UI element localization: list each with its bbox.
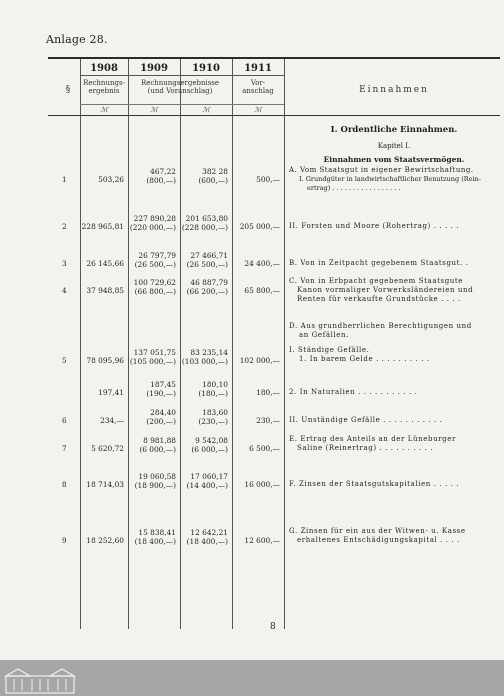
table-header-rule	[48, 115, 500, 116]
row-number: 8	[62, 480, 67, 489]
entry-description: E. Ertrag des Anteils an der Lüneburger	[289, 435, 456, 443]
value-1909: 100 729,62	[133, 278, 176, 287]
table-top-rule	[48, 57, 500, 59]
value-1909: 467,22	[150, 167, 176, 176]
value-1911: 230,—	[256, 416, 280, 425]
value-1908: 26 145,66	[86, 259, 124, 268]
value-1909-estimate: (190,—)	[146, 389, 176, 398]
value-1911: 6 500,—	[249, 444, 280, 453]
year-1910: 1910	[192, 63, 220, 74]
value-1908: 503,26	[98, 175, 124, 184]
value-1910-estimate: (228 000,—)	[181, 223, 228, 232]
entry-description: Saline (Reinertrag) . . . . . . . . . .	[297, 444, 434, 452]
value-1910-estimate: (230,—)	[198, 417, 228, 426]
value-1909-estimate: (18 900,—)	[134, 481, 176, 490]
value-1909-estimate: (220 000,—)	[129, 223, 176, 232]
value-1909-estimate: (200,—)	[146, 417, 176, 426]
entry-description: F. Zinsen der Staatsgutskapitalien . . . . .	[289, 480, 460, 488]
col1908-unit: ℳ	[100, 106, 108, 114]
value-1909: 15 838,41	[138, 528, 176, 537]
value-1910-estimate: (6 000,—)	[191, 445, 228, 454]
value-1910-estimate: (600,—)	[198, 176, 228, 185]
col1911-header-rule	[232, 75, 284, 76]
entry-description: I. Grundgüter in landwirtschaftlicher Benutzung (Rein-	[299, 175, 481, 183]
entry-description: Kanon vormaliger Vorwerksländereien und	[297, 286, 474, 294]
row-number: 6	[62, 416, 67, 425]
library-building-icon	[4, 666, 76, 694]
entry-description: erhaltenes Entschädigungskapital . . . .	[297, 536, 460, 544]
value-1911: 180,—	[256, 388, 280, 397]
value-1909: 284,40	[150, 408, 176, 417]
value-1911: 65 800,—	[244, 286, 280, 295]
col1909-unit: ℳ	[150, 106, 158, 114]
value-1910-estimate: (180,—)	[198, 389, 228, 398]
group-label: Rechnungsergebnisse (und Voranschlag)	[140, 79, 220, 95]
entry-description: I. Ständige Gefälle.	[289, 346, 370, 354]
entry-description: II. Forsten und Moore (Rohertrag) . . . . .	[289, 222, 460, 230]
value-1908: 228 965,81	[81, 222, 124, 231]
entry-heading: D. Aus grundherrlichen Berechtigungen und	[289, 322, 472, 330]
value-1909-estimate: (105 000,—)	[129, 357, 176, 366]
year-1911: 1911	[244, 63, 272, 74]
entry-description: ertrag) . . . . . . . . . . . . . . . . .	[307, 184, 401, 192]
value-1911: 12 600,—	[244, 536, 280, 545]
value-1908: 18 714,03	[86, 480, 124, 489]
value-1909: 187,45	[150, 380, 176, 389]
value-1910: 201 653,80	[185, 214, 228, 223]
value-1910-estimate: (103 000,—)	[181, 357, 228, 366]
value-1910-estimate: (66 200,—)	[186, 287, 228, 296]
row-number: 7	[62, 444, 67, 453]
unit-row-rule	[80, 104, 284, 105]
value-1909-estimate: (800,—)	[146, 176, 176, 185]
entry-description: Renten für verkaufte Grundstücke . . . .	[297, 295, 461, 303]
value-1909: 8 981,88	[143, 436, 176, 445]
value-1908: 37 948,85	[86, 286, 124, 295]
value-1909-estimate: (66 800,—)	[134, 287, 176, 296]
entry-description: A. Vom Staatsgut in eigener Bewirtschaftung.	[289, 166, 474, 174]
row-number: 9	[62, 536, 67, 545]
value-1909-estimate: (6 000,—)	[139, 445, 176, 454]
col1911-label: Vor- anschlag	[242, 79, 274, 95]
value-1910: 83 235,14	[190, 348, 228, 357]
group-header-rule	[128, 75, 232, 76]
value-1911: 500,—	[256, 175, 280, 184]
value-1911: 205 000,—	[239, 222, 280, 231]
entry-description: G. Zinsen für ein aus der Witwen- u. Kasse	[289, 527, 466, 535]
col1908-header-rule	[80, 75, 128, 76]
value-1908: 18 252,60	[86, 536, 124, 545]
section-sign-header: §	[65, 85, 71, 95]
col1911-unit: ℳ	[254, 106, 262, 114]
row-number: 2	[62, 222, 67, 231]
appendix-label: Anlage 28.	[46, 33, 108, 46]
entry-heading: an Gefällen.	[299, 331, 349, 339]
value-1911: 24 400,—	[244, 259, 280, 268]
value-1911: 102 000,—	[239, 356, 280, 365]
entry-description: II. Unständige Gefälle . . . . . . . . . . .	[289, 416, 443, 424]
value-1910: 382 28	[202, 167, 228, 176]
column-divider	[284, 59, 285, 629]
entry-description: 2. In Naturalien . . . . . . . . . . .	[289, 388, 418, 396]
row-number: 5	[62, 356, 67, 365]
chapter-label: Kapitel I.	[377, 142, 411, 150]
value-1910: 183,60	[202, 408, 228, 417]
row-number: 3	[62, 259, 67, 268]
col1910-unit: ℳ	[202, 106, 210, 114]
row-number: 1	[62, 175, 67, 184]
value-1909: 227 890,28	[133, 214, 176, 223]
einnahmen-header: Einnahmen	[359, 85, 429, 95]
value-1910: 12 642,21	[190, 528, 228, 537]
entry-description: C. Von in Erbpacht gegebenem Staatsgute	[289, 277, 464, 285]
value-1910: 17 060,17	[190, 472, 228, 481]
year-1908: 1908	[90, 63, 118, 74]
section-title: I. Ordentliche Einnahmen.	[330, 125, 458, 135]
col1908-label: Rechnungs- ergebnis	[83, 79, 125, 95]
value-1910-estimate: (18 400,—)	[186, 537, 228, 546]
page-number: 8	[270, 622, 276, 632]
value-1911: 16 000,—	[244, 480, 280, 489]
value-1909: 19 060,58	[138, 472, 176, 481]
entry-description: 1. In barem Gelde . . . . . . . . . .	[299, 355, 430, 363]
value-1909: 26 797,79	[138, 251, 176, 260]
value-1910: 180,10	[202, 380, 228, 389]
value-1908: 5 620,72	[91, 444, 124, 453]
row-number: 4	[62, 286, 67, 295]
value-1910: 46 887,79	[190, 278, 228, 287]
value-1910-estimate: (14 400,—)	[186, 481, 228, 490]
value-1910: 9 542,08	[195, 436, 228, 445]
value-1909-estimate: (18 400,—)	[134, 537, 176, 546]
value-1909-estimate: (26 500,—)	[134, 260, 176, 269]
value-1908: 234,—	[100, 416, 124, 425]
value-1910: 27 466,71	[190, 251, 228, 260]
value-1908: 78 095,96	[86, 356, 124, 365]
year-1909: 1909	[140, 63, 168, 74]
section-subtitle: Einnahmen vom Staatsvermögen.	[323, 155, 465, 164]
value-1910-estimate: (26 500,—)	[186, 260, 228, 269]
entry-description: B. Von in Zeitpacht gegebenem Staatsgut. .	[289, 259, 469, 267]
value-1908: 197,41	[98, 388, 124, 397]
value-1909: 137 051,75	[133, 348, 176, 357]
